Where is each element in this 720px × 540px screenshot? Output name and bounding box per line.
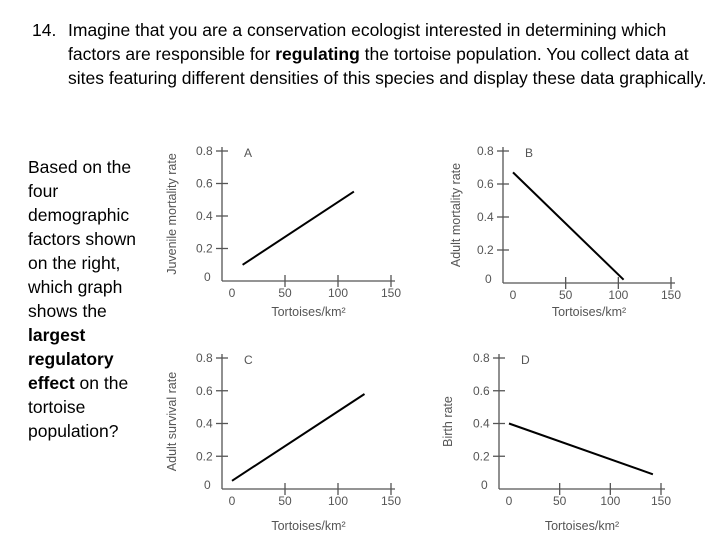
y-tick-label: 0.6 [196,383,213,398]
x-axis-label: Tortoises/km² [544,519,620,533]
chart-panel-a [165,144,401,319]
data-line [513,172,624,279]
y-tick-label: 0.6 [477,177,494,191]
x-tick-label: 100 [327,286,349,300]
chart-panel-c [165,351,401,533]
y-axis-label: Adult survival rate [165,371,179,472]
side-prompt-bold: largest regulatory effect [28,325,114,393]
chart-panel-b [449,144,681,319]
data-line [232,394,365,481]
x-tick-label: 0 [228,494,236,508]
y-axis-label: Juvenile mortality rate [165,153,179,275]
data-line [243,192,354,265]
y-axis-label: Birth rate [441,396,455,447]
side-prompt-end: on the tortoise population? [28,373,129,441]
panel-label: D [521,353,530,367]
x-axis-label: Tortoises/km² [271,519,346,533]
y-tick-label: 0.4 [196,209,213,223]
y-tick-label: 0.4 [477,210,494,224]
y-tick-label: 0.6 [196,176,213,191]
x-tick-label: 150 [380,494,402,508]
panel-label: B [525,146,534,160]
x-tick-label: 150 [380,286,402,300]
chart-panel-d [441,351,671,533]
x-tick-label: 100 [600,494,621,508]
y-tick-label: 0 [485,272,492,286]
question-text-end: the tortoise population. You collect data at sites featuring different densities of this species and display these data graphically. [68,44,707,88]
x-tick-label: 100 [327,494,349,508]
y-tick-label: 0.4 [196,416,213,431]
y-tick-label: 0.4 [473,416,490,431]
y-tick-label: 0.6 [473,383,490,398]
panel-label: C [244,353,253,367]
x-axis-label: Tortoises/km² [551,305,627,319]
y-tick-label: 0.8 [196,144,213,158]
x-tick-label: 150 [660,288,682,302]
x-tick-label: 0 [505,494,513,508]
x-tick-label: 50 [558,288,573,302]
y-axis-label: Adult mortality rate [449,162,463,268]
question-text-start: Imagine that you are a conservation ecologist interested in determining which factors are responsible for [68,20,667,64]
y-tick-label: 0.8 [477,144,494,158]
side-prompt-start: Based on the four demographic factors shown on the right, which graph shows the [28,157,136,321]
x-tick-label: 0 [228,286,236,300]
x-tick-label: 50 [278,494,292,508]
y-tick-label: 0.2 [473,449,490,464]
question-number: 14. [32,20,57,40]
x-tick-label: 150 [650,494,672,508]
y-tick-label: 0.8 [196,351,213,365]
x-tick-label: 50 [552,494,567,508]
question-text-bold: regulating [275,44,360,64]
x-axis-label: Tortoises/km² [271,305,346,319]
panel-label: A [244,146,253,160]
y-tick-label: 0 [204,270,211,284]
y-tick-label: 0.2 [196,241,213,256]
y-tick-label: 0 [481,478,488,492]
x-tick-label: 50 [278,286,292,300]
y-tick-label: 0 [204,478,211,492]
y-tick-label: 0.2 [477,243,494,257]
data-line [509,424,653,475]
x-tick-label: 0 [509,288,517,302]
y-tick-label: 0.2 [196,449,213,464]
x-tick-label: 100 [608,288,629,302]
y-tick-label: 0.8 [473,351,490,365]
